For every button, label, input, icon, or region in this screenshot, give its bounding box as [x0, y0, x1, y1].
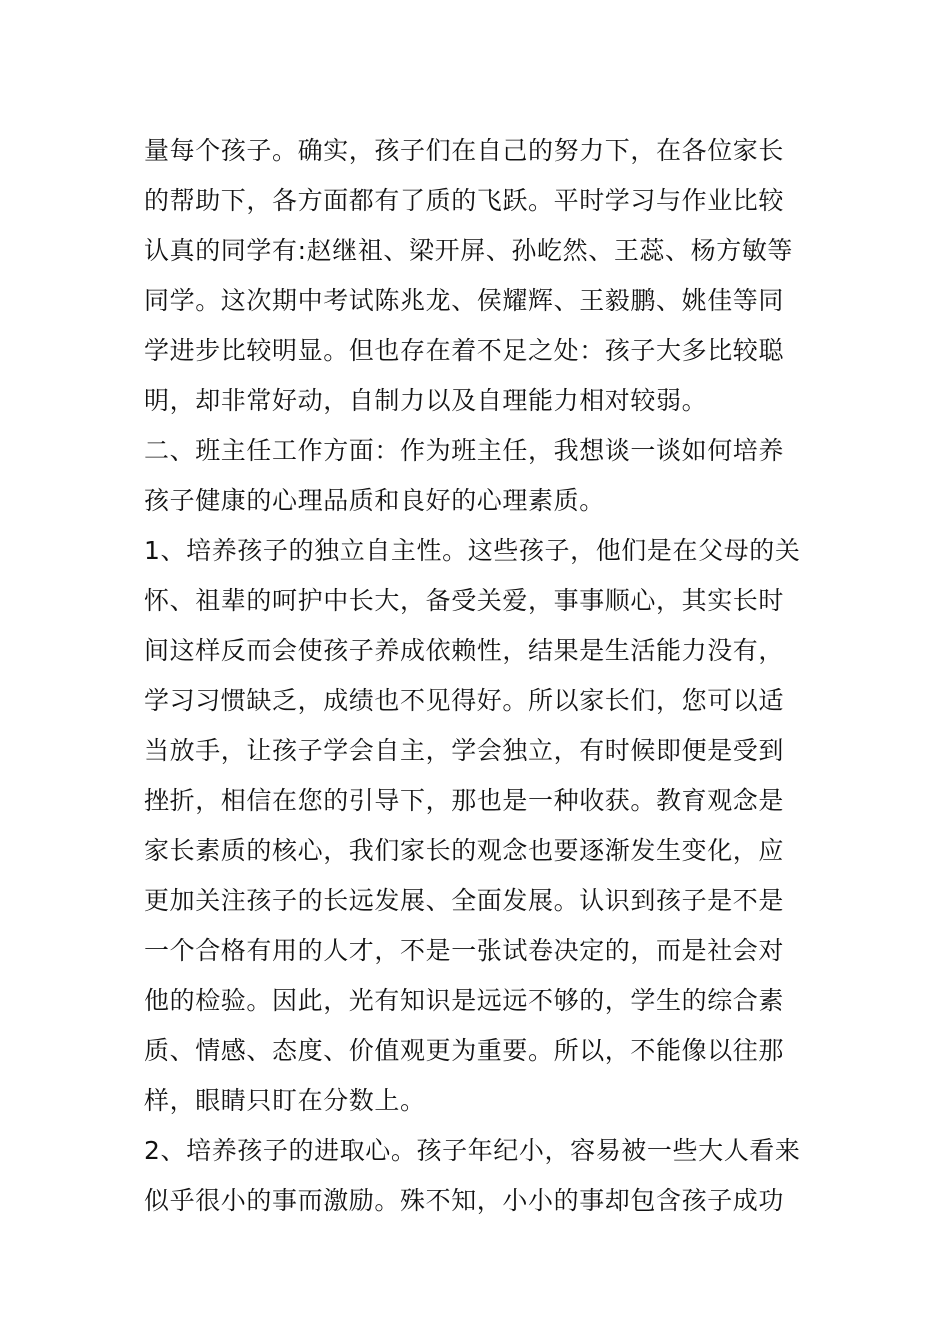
text-line: 学习习惯缺乏，成绩也不见得好。所以家长们，您可以适: [144, 686, 785, 715]
text-line: 更加关注孩子的长远发展、全面发展。认识到孩子是不是: [144, 886, 785, 915]
text-line: 间这样反而会使孩子养成依赖性，结果是生活能力没有，: [144, 636, 785, 665]
text-line: 同学。这次期中考试陈兆龙、侯耀辉、王毅鹏、姚佳等同: [144, 286, 785, 315]
text-line: 似乎很小的事而激励。殊不知，小小的事却包含孩子成功: [144, 1186, 785, 1215]
body-text: [144, 126, 814, 1226]
list-item-line: 1、培养孩子的独立自主性。这些孩子，他们是在父母的关: [144, 536, 801, 565]
text-line: 挫折，相信在您的引导下，那也是一种收获。教育观念是: [144, 786, 785, 815]
section-heading-line: 二、班主任工作方面：作为班主任，我想谈一谈如何培养: [144, 436, 785, 465]
text-line: 他的检验。因此，光有知识是远远不够的，学生的综合素: [144, 986, 785, 1015]
text-line: 明，却非常好动，自制力以及自理能力相对较弱。: [144, 386, 708, 415]
list-item-line: 2、培养孩子的进取心。孩子年纪小，容易被一些大人看来: [144, 1136, 801, 1165]
text-line: 家长素质的核心，我们家长的观念也要逐渐发生变化，应: [144, 836, 785, 865]
text-line: 的帮助下，各方面都有了质的飞跃。平时学习与作业比较: [144, 186, 785, 215]
text-line: 孩子健康的心理品质和良好的心理素质。: [144, 486, 605, 515]
text-line: 怀、祖辈的呵护中长大，备受关爱，事事顺心，其实长时: [144, 586, 785, 615]
text-line: 当放手，让孩子学会自主，学会独立，有时候即便是受到: [144, 736, 785, 765]
text-line: 样，眼睛只盯在分数上。: [144, 1086, 426, 1115]
text-line: 一个合格有用的人才，不是一张试卷决定的，而是社会对: [144, 936, 785, 965]
text-line: 质、情感、态度、价值观更为重要。所以，不能像以往那: [144, 1036, 785, 1065]
text-line: 认真的同学有:赵继祖、梁开屏、孙屹然、王蕊、杨方敏等: [144, 236, 794, 265]
text-line: 量每个孩子。确实，孩子们在自己的努力下，在各位家长: [144, 136, 785, 165]
text-line: 学进步比较明显。但也存在着不足之处：孩子大多比较聪: [144, 336, 785, 365]
